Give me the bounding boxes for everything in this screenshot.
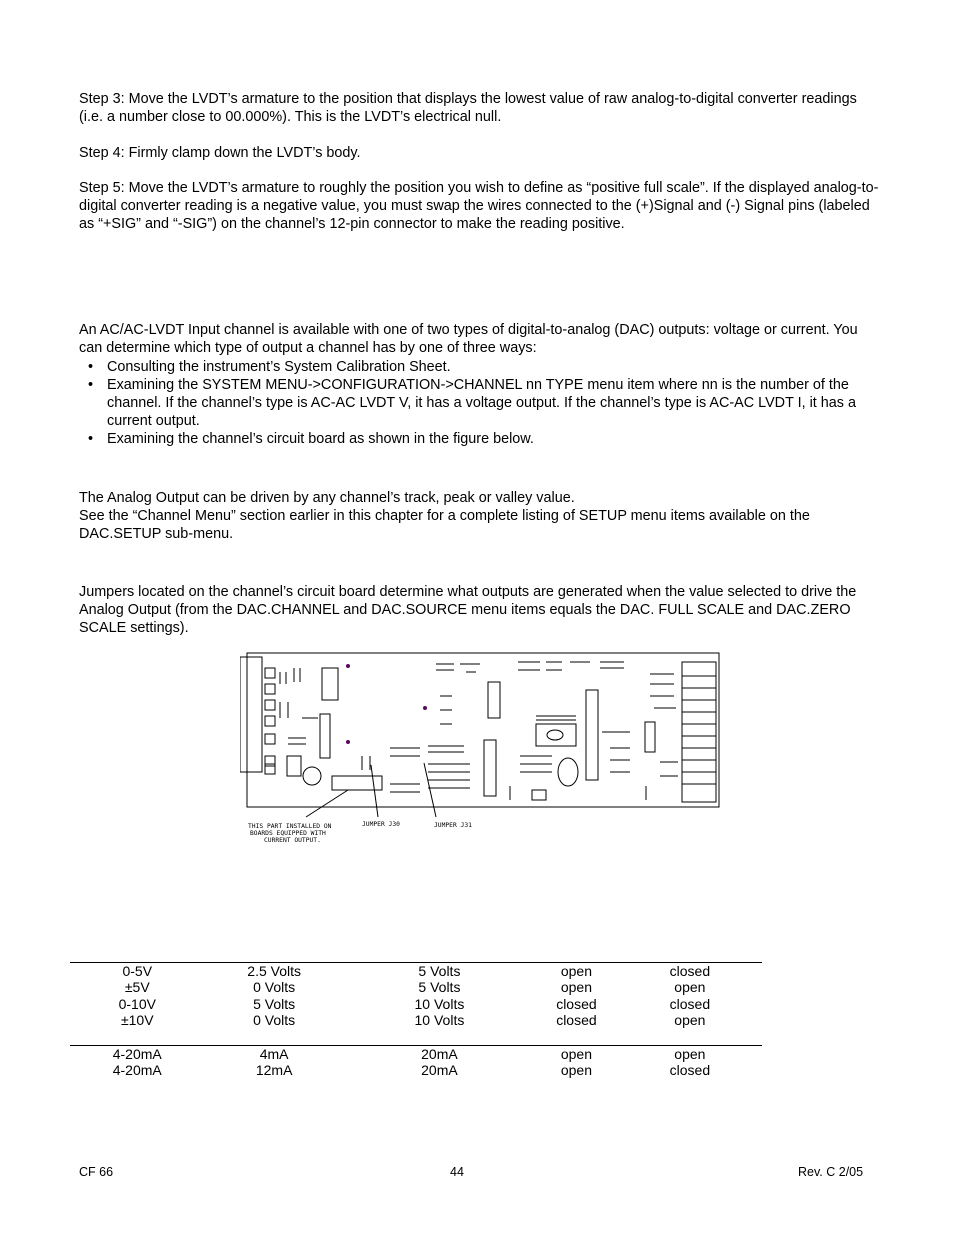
table-cell: closed bbox=[669, 995, 711, 1012]
table-cell: closed bbox=[556, 995, 597, 1012]
table-cell: open bbox=[535, 1045, 618, 1062]
label-part-line1: THIS PART INSTALLED ON bbox=[248, 823, 332, 830]
table-row bbox=[70, 1062, 762, 1078]
table-cell: 5 Volts bbox=[253, 995, 296, 1012]
leader-part bbox=[306, 790, 348, 817]
table-cell: 20mA bbox=[344, 1045, 535, 1062]
table-cell: open bbox=[560, 979, 592, 996]
list-item: • Consulting the instrument’s System Calibration Sheet. bbox=[88, 359, 451, 375]
step5-paragraph: Step 5: Move the LVDT’s armature to roughly the position you wish to define as “positive full scale”. If the displayed analog-to-digital converter reading is a negative value, you must swap the wires connected to the (+)Signal and (-) Signal pins (labeled as “+SIG” and “-SIG”) on the channel’s 12-pin connector to make the reading positive. bbox=[79, 180, 879, 232]
table-cell: open bbox=[618, 1045, 762, 1062]
table-cell: 0 Volts bbox=[253, 1012, 296, 1029]
bullet-icon: • bbox=[88, 377, 94, 393]
table-cell: 10 Volts bbox=[414, 1012, 465, 1029]
table-row bbox=[70, 1045, 762, 1062]
table-cell: 4mA bbox=[205, 1045, 344, 1062]
jumper-settings-table bbox=[70, 962, 762, 1078]
table-row bbox=[70, 979, 762, 995]
table-row bbox=[70, 996, 762, 1012]
bullet-icon: • bbox=[88, 359, 94, 375]
table-cell: ±10V bbox=[120, 1012, 154, 1029]
label-jumper-j31: JUMPER J31 bbox=[434, 822, 472, 829]
list-item: • Examining the SYSTEM MENU->CONFIGURATION->CHANNEL nn TYPE menu item where nn is the number of the channel. If the channel’s type is AC-AC LVDT V, it has a voltage output. If the channel’s type is AC-AC LVDT I, it has a current output. bbox=[88, 377, 856, 429]
table-cell: open bbox=[674, 979, 706, 996]
label-part-line2: BOARDS EQUIPPED WITH bbox=[250, 830, 326, 837]
table-cell: open bbox=[560, 1062, 592, 1079]
footer-doc-id: CF 66 bbox=[79, 1165, 114, 1179]
label-jumper-j30: JUMPER J30 bbox=[362, 821, 400, 828]
table-cell: 4-20mA bbox=[70, 1045, 205, 1062]
bullet-icon: • bbox=[88, 431, 94, 447]
table-cell: 12mA bbox=[255, 1062, 293, 1079]
table-cell: 4-20mA bbox=[112, 1062, 162, 1079]
table-cell: 10 Volts bbox=[414, 995, 465, 1012]
table-cell: closed bbox=[669, 1062, 711, 1079]
label-part-line3: CURRENT OUTPUT. bbox=[264, 837, 321, 844]
table-cell: 0-10V bbox=[118, 995, 156, 1012]
list-item: • Examining the channel’s circuit board as shown in the figure below. bbox=[88, 431, 534, 447]
table-cell: 5 Volts bbox=[418, 979, 461, 996]
table-cell: open bbox=[535, 963, 618, 980]
dac-intro-paragraph: An AC/AC-LVDT Input channel is available with one of two types of digital-to-analog (DAC) outputs: voltage or current. You can determine which type of output a channel has by one of three ways: bbox=[79, 322, 858, 356]
table-cell: 5 Volts bbox=[344, 963, 535, 980]
table-cell: 0-5V bbox=[70, 963, 205, 980]
step3-paragraph: Step 3: Move the LVDT’s armature to the position that displays the lowest value of raw analog-to-digital converter readings (i.e. a number close to 00.000%). This is the LVDT’s electrical null. bbox=[79, 91, 857, 125]
analog-output-line2: See the “Channel Menu” section earlier in this chapter for a complete listing of SETUP menu items available on the DAC.SETUP sub-menu. bbox=[79, 508, 810, 542]
table-cell: 0 Volts bbox=[253, 979, 296, 996]
leader-j30 bbox=[371, 765, 378, 817]
table-cell: 20mA bbox=[421, 1062, 458, 1079]
table-row bbox=[70, 963, 762, 980]
circuit-board-figure bbox=[240, 652, 720, 848]
footer-page-number: 44 bbox=[450, 1165, 464, 1179]
footer-revision: Rev. C 2/05 bbox=[798, 1165, 864, 1179]
leader-j31 bbox=[424, 763, 436, 817]
jumpers-paragraph: Jumpers located on the channel’s circuit board determine what outputs are generated when the value selected to drive the Analog Output (from the DAC.CHANNEL and DAC.SOURCE menu items equals the DAC. FULL SCALE and DAC.ZERO SCALE settings). bbox=[79, 584, 857, 636]
edge-connector bbox=[240, 657, 262, 772]
table-cell: ±5V bbox=[124, 979, 150, 996]
table-cell: open bbox=[674, 1012, 706, 1029]
table-row bbox=[70, 1012, 762, 1028]
table-cell: closed bbox=[618, 963, 762, 980]
table-cell: 2.5 Volts bbox=[205, 963, 344, 980]
step4-paragraph: Step 4: Firmly clamp down the LVDT’s body. bbox=[79, 145, 361, 161]
analog-output-line1: The Analog Output can be driven by any channel’s track, peak or valley value. bbox=[79, 490, 575, 506]
board-outline bbox=[247, 653, 719, 807]
table-spacer bbox=[70, 1029, 762, 1046]
table-cell: closed bbox=[556, 1012, 597, 1029]
output-type-list bbox=[79, 358, 879, 448]
